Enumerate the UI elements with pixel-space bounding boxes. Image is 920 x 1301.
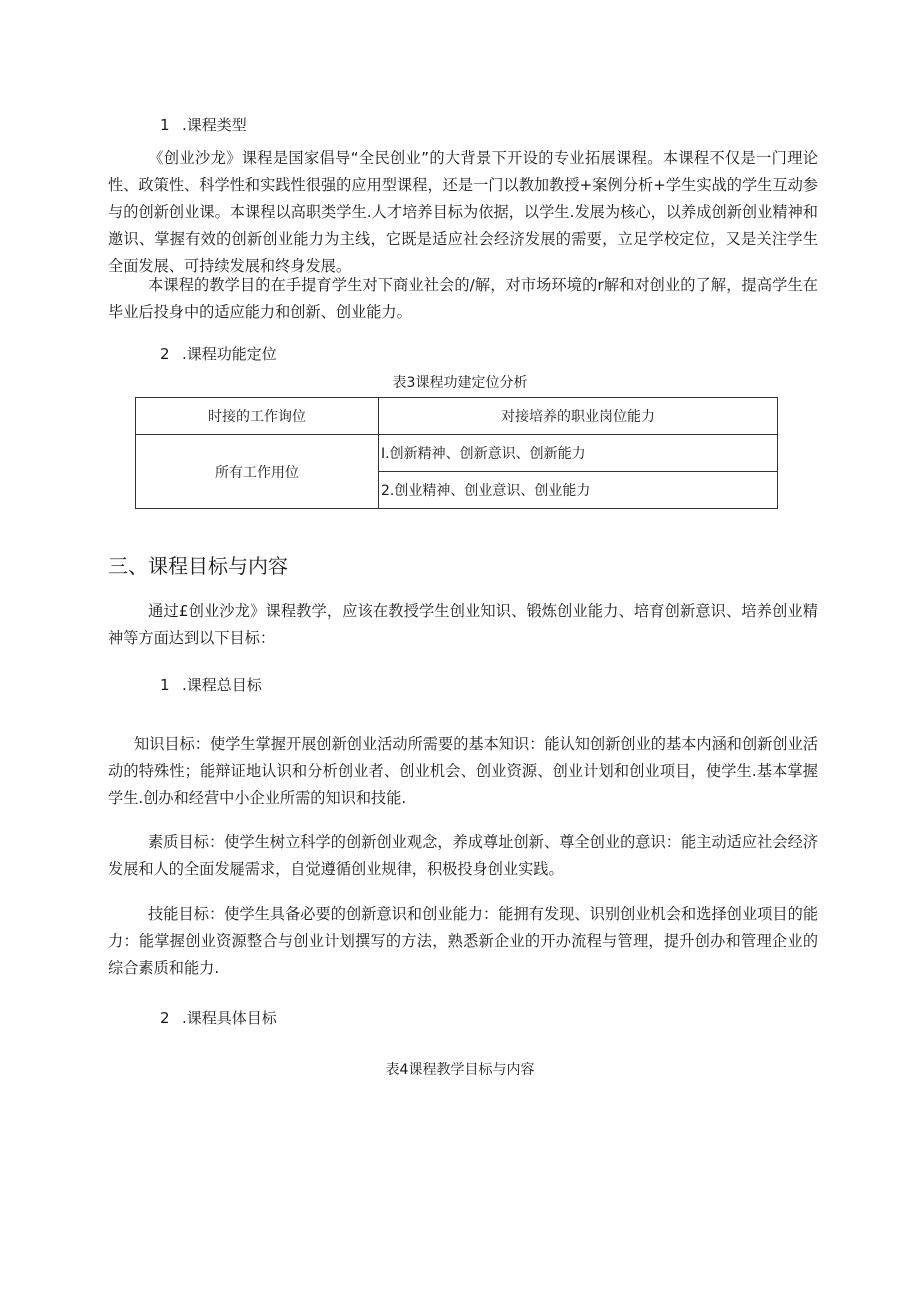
heading-title: .课程具体目标 — [182, 1009, 277, 1027]
heading-title: .课程功能定位 — [182, 345, 277, 363]
paragraph-text: 技能目标：使学生具备必要的创新意识和创业能力：能拥有发现、识别创业机会和选择创业项目的能力：能掌握创业资源整合与创业计划撰写的方法，熟悉新企业的开办流程与管理，提升创办和管理企业的综合素质和能力. — [108, 905, 818, 977]
table-header-cell: 时接的工作询位 — [136, 398, 379, 435]
table3-caption: 表3课程功建定位分析 — [392, 375, 528, 391]
paragraph-skill-goal — [108, 901, 818, 982]
paragraph-goals-intro — [108, 598, 818, 652]
heading-number: 1 — [160, 116, 170, 134]
paragraph-text: 《创业沙龙》课程是国家倡导“全民创业”的大背景下开设的专业拓展课程。本课程不仅是一门理论性、政策性、科学性和实践性很强的应用型课程，还是一门以教加教授+案例分析+学生实战的学生互动参与的创新创业课。本课程以高职类学生.人才培养目标为依据，以学生.发展为核心，以养成创新创业精神和邀识、掌握有效的创新创业能力为主线，它既是适应社会经济发展的需要，立足学校定位，又是关注学生全面发展、可持续发展和终身发展。 — [108, 149, 818, 275]
paragraph-knowledge-goal — [108, 731, 818, 812]
table-header-cell: 对接培养的职业岗位能力 — [379, 398, 778, 435]
paragraph-text: 本课程的教学目的在手提育学生对下商业社会的/解，对市场环境的r解和对创业的了解，提高学生在毕业后投身中的适应能力和创新、创业能力。 — [108, 276, 818, 321]
paragraph-teaching-purpose — [108, 272, 818, 326]
heading-course-function — [160, 344, 277, 364]
heading-title: .课程类型 — [182, 116, 247, 134]
paragraph-quality-goal — [108, 829, 818, 883]
table-header-row — [136, 398, 778, 435]
heading-course-type — [160, 115, 247, 135]
heading-number: 2 — [160, 345, 170, 363]
heading-title: .课程总目标 — [182, 676, 262, 694]
table-cell: 2.创业精神、创业意识、创业能力 — [379, 472, 778, 509]
paragraph-text: 素质目标：使学生树立科学的创新创业观念，养成尊址创新、尊全创业的意识：能主动适应社会经济发展和人的全面发屣需求，自觉遵循创业规律，积极投身创业实践。 — [108, 833, 818, 878]
paragraph-course-intro — [108, 145, 818, 280]
heading-number: 2 — [160, 1009, 170, 1027]
table-row — [136, 435, 778, 472]
table-cell: I.创新精神、创新意识、创新能力 — [379, 435, 778, 472]
heading-specific-goal — [160, 1008, 277, 1028]
paragraph-text: 通过£创业沙龙》课程教学，应该在教授学生创业知识、锻炼创业能力、培育创新意识、培养创业精神等方面达到以下目标： — [108, 602, 818, 647]
table3-function-positioning — [135, 397, 778, 509]
heading-overall-goal — [160, 675, 262, 695]
table4-caption: 表4课程教学目标与内容 — [385, 1062, 535, 1078]
table-row-label: 所有工作用位 — [136, 435, 379, 509]
heading-number: 1 — [160, 676, 170, 694]
paragraph-text: 知识目标：使学生掌握开展创新创业活动所需要的基本知识：能认知创新创业的基本内涵和创新创业活动的特殊性；能辩证地认识和分析创业者、创业机会、创业资源、创业计划和创业项目，使学生.基本掌握学生.创办和经营中小企业所需的知识和技能. — [108, 735, 818, 807]
section-title: 三、课程目标与内容 — [108, 554, 288, 578]
